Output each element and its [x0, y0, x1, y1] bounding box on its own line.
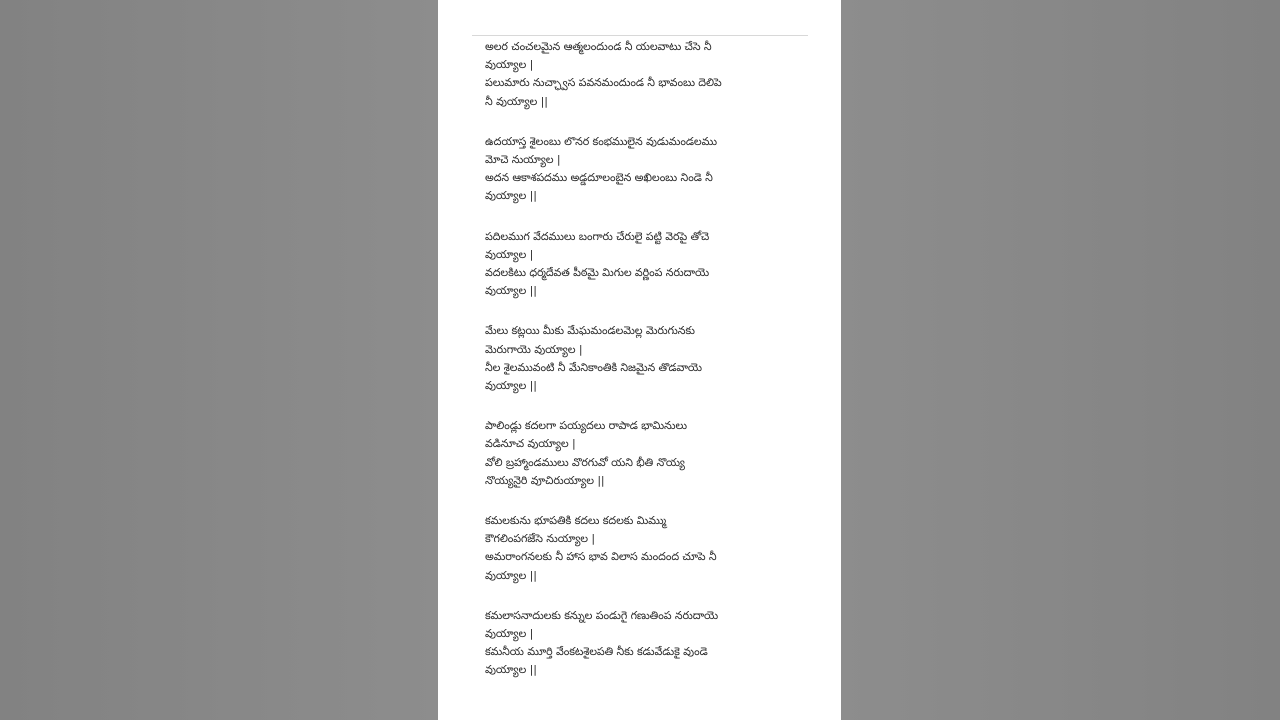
lyric-line: కమలకును భూపతికి కదలు కదలకు మిమ్ము — [485, 514, 667, 528]
lyric-line: కౌగలింపగజేసె నుయ్యాల | — [485, 532, 596, 546]
lyric-line: అమరాంగనలకు నీ హాస భావ విలాస మందంద చూపె నీ — [485, 550, 717, 564]
lyric-line: వుయ్యాల | — [485, 247, 534, 261]
right-blurred-backdrop — [841, 0, 1280, 720]
lyric-line: పాలిండ్లు కదలగా పయ్యదలు రాపాడ భామినులు — [485, 419, 687, 433]
lyric-line: నీల శైలమువంటి నీ మేనికాంతికి నిజమైన తొడవాయె — [485, 360, 702, 374]
lyric-line: పదిలముగ వేదములు బంగారు చేరులై పట్టి వెరపై తోచె — [485, 229, 710, 243]
lyric-line: నీ వుయ్యాల || — [485, 94, 548, 108]
lyric-line: నొయ్యనైరి వూచిరుయ్యాల || — [485, 473, 605, 487]
lyric-line: వుయ్యాల || — [485, 189, 537, 203]
lyrics-body — [485, 38, 795, 702]
lyric-line: వుయ్యాల || — [485, 663, 537, 677]
lyric-line: మేలు కట్లయి మీకు మేఘమండలమెల్ల మెరుగునకు — [485, 324, 695, 338]
lyric-line: వుయ్యాల || — [485, 284, 537, 298]
lyric-line: కమనీయ మూర్తి వేంకటశైలపతి నీకు కడువేడుకై వుండె — [485, 645, 708, 659]
lyric-line: వుయ్యాల | — [485, 627, 534, 641]
lyric-line: అదన ఆకాశపదము అడ్డదూలంబైన అఖిలంబు నిండె నీ — [485, 171, 713, 185]
stanza-2 — [485, 133, 795, 206]
lyric-line: కమలాసనాదులకు కన్నుల పండుగై గణుతింప నరుదాయె — [485, 608, 719, 622]
lyric-line: వుయ్యాల || — [485, 568, 537, 582]
lyric-line: వుయ్యాల | — [485, 58, 534, 72]
stanza-7 — [485, 607, 795, 680]
lyric-line: వుయ్యాల || — [485, 379, 537, 393]
left-blurred-backdrop — [0, 0, 438, 720]
lyric-line: వదలకిటు ధర్మదేవత పీఠమై మిగుల వర్ణింప నరుదాయె — [485, 266, 710, 280]
lyric-line: మోచె నుయ్యాల | — [485, 153, 561, 167]
lyric-line: ఉదయాస్త శైలంబు లొనర కంభములైన వుడుమండలము — [485, 134, 717, 148]
lyric-line: వోలి బ్రహ్మాండములు వొరగువో యని భీతి నొయ్య — [485, 455, 685, 469]
lyric-line: అలర చంచలమైన ఆత్మలందుండ నీ యలవాటు చేసె నీ — [485, 40, 712, 53]
lyric-line: వడినూచ వుయ్యాల | — [485, 437, 576, 451]
stanza-3 — [485, 228, 795, 301]
stanza-1 — [485, 38, 795, 111]
lyric-line: పలుమారు నుచ్ఛ్వాస పవనమందుండ నీ భావంబు దెలిపె — [485, 76, 722, 90]
stanza-4 — [485, 322, 795, 395]
top-divider — [472, 35, 808, 36]
lyric-line: మెరుగాయె వుయ్యాల | — [485, 342, 583, 356]
stanza-5 — [485, 417, 795, 490]
document-page[interactable] — [438, 0, 841, 720]
stanza-6 — [485, 512, 795, 585]
